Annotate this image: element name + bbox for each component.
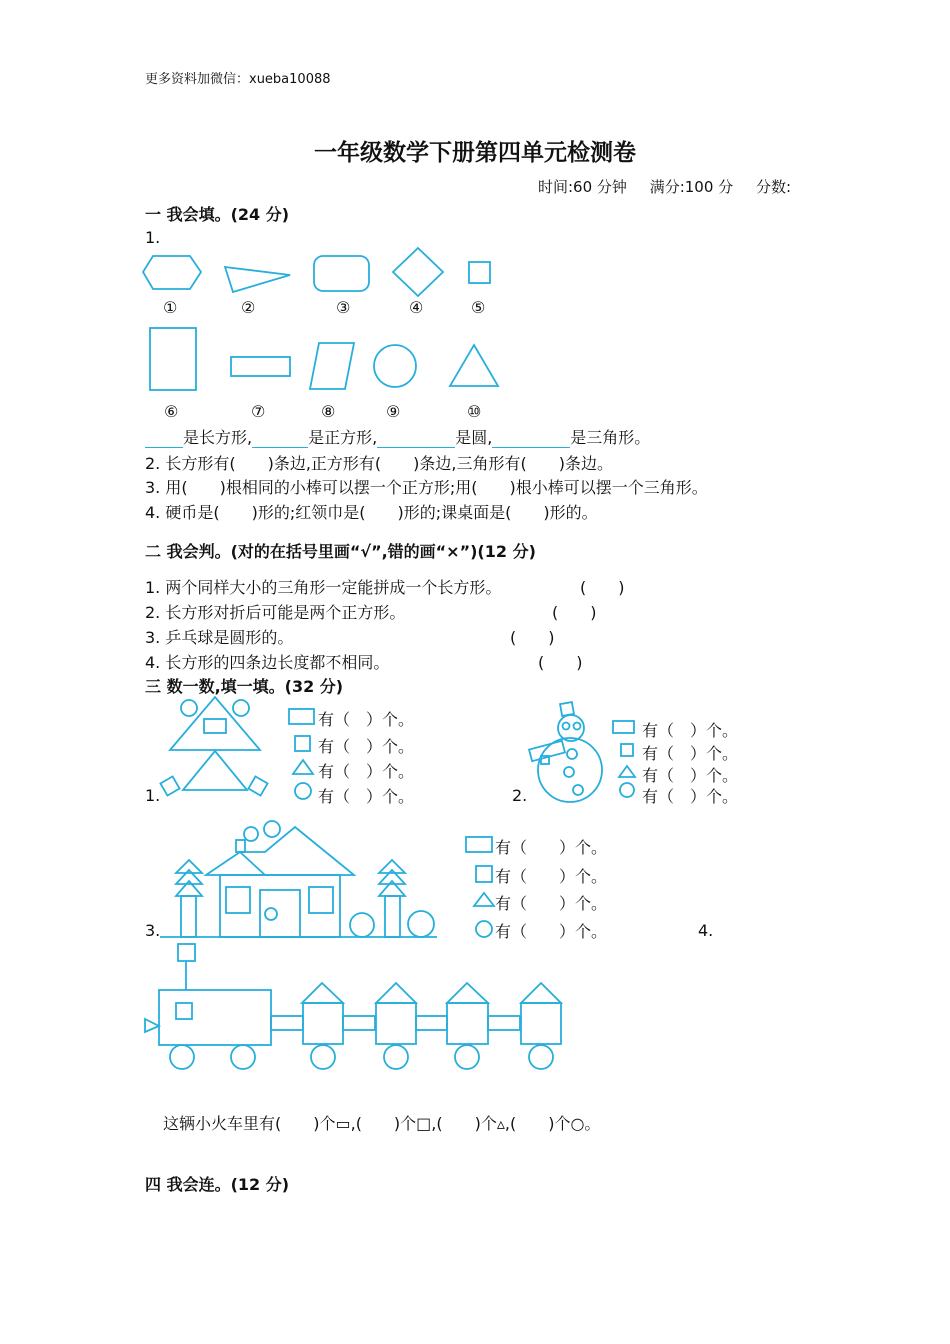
count-3-circle: 有（ ）个。 [495,922,608,941]
shape-num-1: ① [163,298,178,317]
count-2-circle: 有（ ）个。 [642,787,739,806]
judge-paren-2[interactable]: ( ) [552,603,597,622]
shape-num-8: ⑧ [321,402,336,421]
count-1-circle: 有（ ）个。 [318,787,415,806]
section-2-heading: 二 我会判。(对的在括号里画“√”,错的画“×”)(12 分) [145,542,536,561]
figure-label-3: 3. [145,921,161,940]
section-3-heading: 三 数一数,填一填。(32 分) [145,677,344,696]
count-1-triangle: 有（ ）个。 [318,762,415,781]
count-3-triangle: 有（ ）个。 [495,894,608,913]
judge-paren-4[interactable]: ( ) [538,653,583,672]
count-3-square: 有（ ）个。 [495,867,608,886]
shape-num-2: ② [241,298,256,317]
shape-num-9: ⑨ [386,402,401,421]
judge-paren-1[interactable]: ( ) [580,578,625,597]
figure-label-4: 4. [698,921,714,940]
judge-item-1: 1. 两个同样大小的三角形一定能拼成一个长方形。 [145,578,502,597]
section-1-heading: 一 我会填。(24 分) [145,205,290,224]
question-1-4: 4. 硬币是( )形的;红领巾是( )形的;课桌面是( )形的。 [145,503,598,522]
score-field: 分数: [755,178,791,196]
question-1-3: 3. 用( )根相同的小棒可以摆一个正方形;用( )根小棒可以摆一个三角形。 [145,478,708,497]
count-1-square: 有（ ）个。 [318,737,415,756]
judge-paren-3[interactable]: ( ) [510,628,555,647]
count-3-rect: 有（ ）个。 [495,838,608,857]
judge-item-2: 2. 长方形对折后可能是两个正方形。 [145,603,406,622]
header-note: 更多资料加微信：xueba10088 [145,72,331,87]
section-4-heading: 四 我会连。(12 分) [145,1175,290,1194]
count-1-rect: 有（ ）个。 [318,710,415,729]
count-2-square: 有（ ）个。 [642,744,739,763]
judge-item-3: 3. 乒乓球是圆形的。 [145,628,294,647]
train-count-sentence: 这辆小火车里有( )个▭,( )个□,( )个▵,( )个○。 [163,1114,601,1133]
time-limit: 时间:60 分钟 [538,178,627,196]
shape-num-3: ③ [336,298,351,317]
shape-num-5: ⑤ [471,298,486,317]
shape-num-4: ④ [409,298,424,317]
q1-label: 1. [145,228,161,247]
full-score: 满分:100 分 [649,178,734,196]
fill-shapes-line: 是长方形, 是正方形, 是圆, 是三角形。 [145,425,650,448]
shape-num-7: ⑦ [251,402,266,421]
page-title: 一年级数学下册第四单元检测卷 [314,140,636,166]
question-1-2: 2. 长方形有( )条边,正方形有( )条边,三角形有( )条边。 [145,454,613,473]
count-2-triangle: 有（ ）个。 [642,766,739,785]
figure-label-1: 1. [145,786,161,805]
shape-num-6: ⑥ [164,402,179,421]
judge-item-4: 4. 长方形的四条边长度都不相同。 [145,653,390,672]
shape-num-10: ⑩ [467,402,482,421]
figure-label-2: 2. [512,786,528,805]
count-2-rect: 有（ ）个。 [642,721,739,740]
